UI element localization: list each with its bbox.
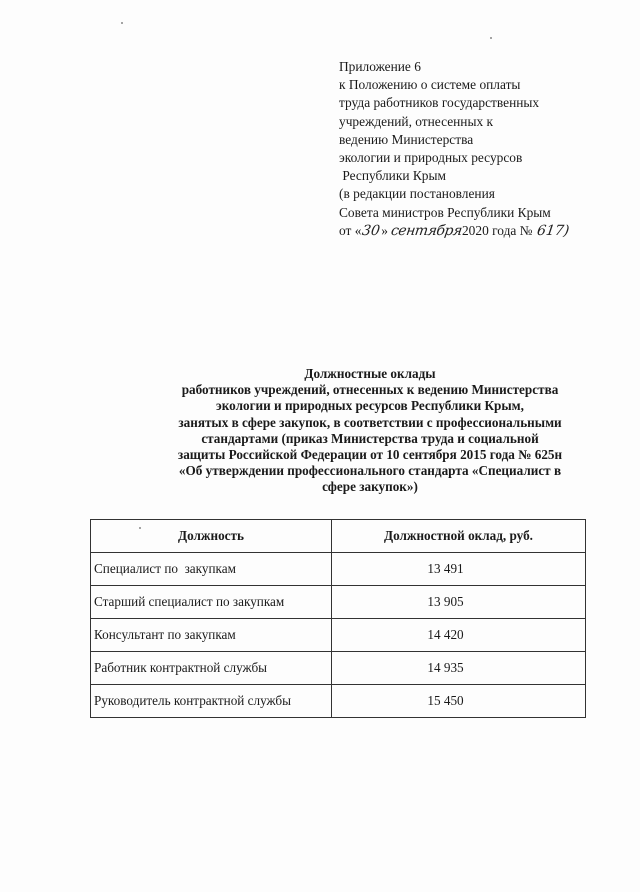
scan-speck xyxy=(121,22,123,24)
column-header-salary: Должностной оклад, руб. xyxy=(332,520,586,553)
appendix-line: Приложение 6 xyxy=(339,59,421,74)
title-line: «Об утверждении профессионального стандарта «Специалист в xyxy=(178,463,562,479)
appendix-line: Совета министров Республики Крым xyxy=(339,204,551,220)
table-row xyxy=(91,553,586,586)
table-row xyxy=(91,586,586,619)
appendix-line: ведению Министерства xyxy=(339,131,474,147)
title-line: стандартами (приказ Министерства труда и социальной xyxy=(201,430,539,446)
title-line: работников учреждений, отнесенных к ведению Министерства xyxy=(181,382,559,398)
handwritten-number: 617) xyxy=(535,222,571,239)
date-prefix: от « xyxy=(339,222,362,238)
table-row xyxy=(91,619,586,652)
table-row xyxy=(91,685,586,718)
salary-cell: 15 450 xyxy=(332,685,586,718)
salary-cell: 13 905 xyxy=(332,586,586,619)
appendix-line: Республики Крым xyxy=(339,168,446,184)
resolution-date-line xyxy=(339,222,589,240)
appendix-line: экологии и природных ресурсов xyxy=(339,150,523,166)
position-cell: Работник контрактной службы xyxy=(91,652,332,685)
column-header-position: Должность xyxy=(91,520,332,553)
handwritten-day: 30 xyxy=(361,222,382,239)
scan-speck xyxy=(490,37,492,39)
salary-table xyxy=(90,519,586,718)
appendix-line: к Положению о системе оплаты xyxy=(339,77,521,93)
appendix-line: учреждений, отнесенных к xyxy=(339,113,494,129)
salary-cell: 13 491 xyxy=(332,553,586,586)
salary-cell: 14 935 xyxy=(332,652,586,685)
position-cell: Специалист по закупкам xyxy=(91,553,332,586)
title-line: занятых в сфере закупок, в соответствии с профессиональными xyxy=(178,414,562,430)
table-row xyxy=(91,652,586,685)
position-cell: Консультант по закупкам xyxy=(91,619,332,652)
position-cell: Старший специалист по закупкам xyxy=(91,586,332,619)
document-title xyxy=(150,366,590,496)
date-year: 2020 года № xyxy=(461,222,533,238)
title-line: Должностные оклады xyxy=(304,366,436,381)
table-header-row xyxy=(91,520,586,553)
appendix-line: труда работников государственных xyxy=(339,95,540,111)
title-line: экологии и природных ресурсов Республики Крым, xyxy=(216,398,524,414)
date-quote: » xyxy=(381,222,388,238)
title-line: защиты Российской Федерации от 10 сентября 2015 года № 625н xyxy=(177,447,563,463)
position-cell: Руководитель контрактной службы xyxy=(91,685,332,718)
appendix-line: (в редакции постановления xyxy=(339,186,495,202)
appendix-header xyxy=(339,58,589,240)
handwritten-month: сентября xyxy=(390,222,464,239)
title-line: сфере закупок») xyxy=(322,479,418,495)
salary-cell: 14 420 xyxy=(332,619,586,652)
